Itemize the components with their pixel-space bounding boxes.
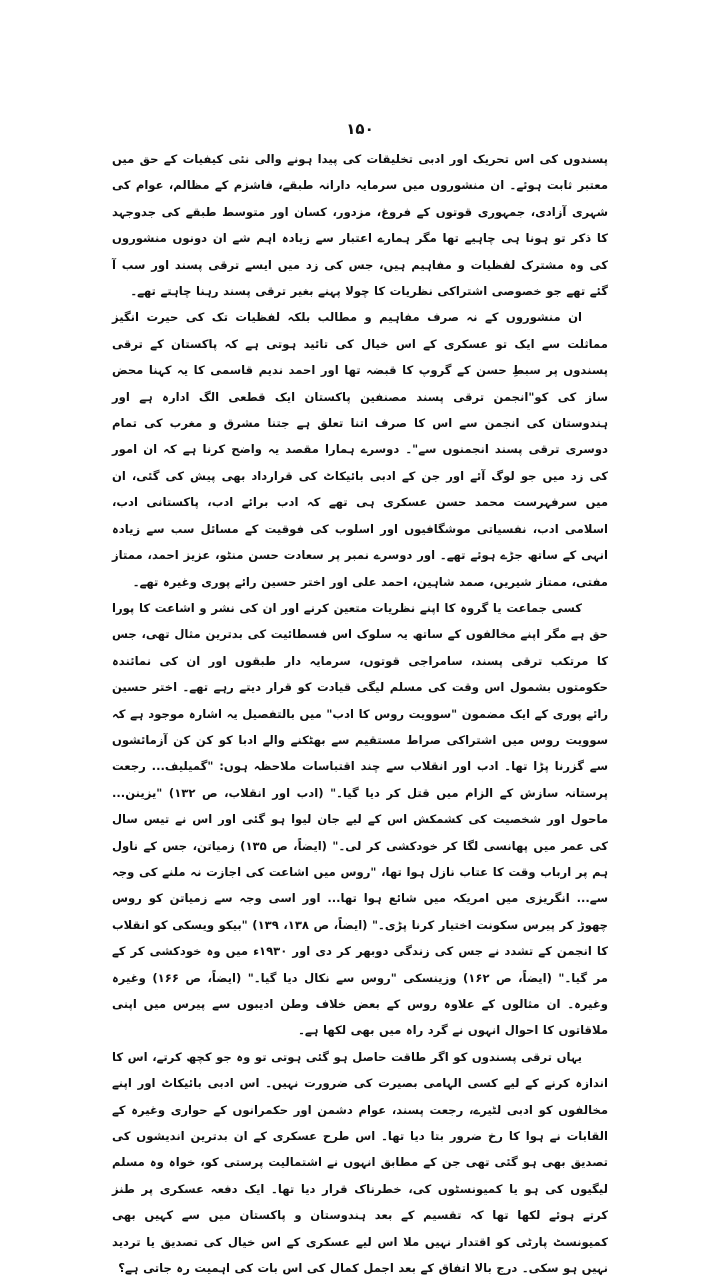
body-text	[112, 146, 608, 1281]
paragraph-3: کسی جماعت یا گروہ کا اپنے نظریات متعین کرنے اور ان کی نشر و اشاعت کا پورا حق ہے مگر اپنے مخالفوں کے ساتھ یہ سلوک اس فسطائیت کی بدترین مثال تھی، جس کا مرتکب ترقی پسند، سامراجی قوتوں، سرمایہ دار طبقوں اور ان کی نمائندہ حکومتوں بشمول اس وقت کی مسلم لیگی قیادت کو قرار دیتے رہے تھے۔ اختر حسین رائے پوری کے ایک مضمون "سوویت روس کا ادب" میں بالتفصیل یہ اشارہ موجود ہے کہ سوویت روس میں اشتراکی صراط مستقیم سے بھٹکنے والے ادبا کو کن کن آزمائشوں سے گزرنا پڑا تھا۔ ادب اور انقلاب سے چند اقتباسات ملاحظہ ہوں: "گمیلیف... رجعت پرستانہ سازش کے الزام میں قتل کر دیا گیا۔" (ادب اور انقلاب، ص ۱۳۲) "یزینن... ماحول اور شخصیت کی کشمکش اس کے لیے جان لیوا ہو گئی اور اس نے تیس سال کی عمر میں پھانسی لگا کر خودکشی کر لی۔" (ایضاً، ص ۱۳۵) زمیاتن، جس کے ناول ہم پر ارباب وقت کا عتاب نازل ہوا تھا، "روس میں اشاعت کی اجازت نہ ملنے کی وجہ سے... انگریزی میں امریکہ میں شائع ہوا تھا... اور اسی وجہ سے زمیاتن کو روس چھوڑ کر پیرس سکونت اختیار کرنا پڑی۔" (ایضاً، ص ۱۳۸، ۱۳۹) "بیکو ویسکی کو انقلاب کا انجمن کے تشدد نے جس کی زندگی دوبھر کر دی اور ۱۹۳۰ء میں وہ خودکشی کر کے مر گیا۔" (ایضاً، ص ۱۶۲) وزینسکی "روس سے نکال دیا گیا۔" (ایضاً، ص ۱۶۶) وغیرہ وغیرہ۔ ان مثالوں کے علاوہ روس کے بعض خلاف وطن ادیبوں سے پیرس میں اپنی ملاقاتوں کا احوال انہوں نے گرد راہ میں بھی لکھا ہے۔	[112, 600, 609, 1038]
page-number: ۱۵۰	[346, 120, 374, 138]
paragraph-4: یہاں ترقی پسندوں کو اگر طاقت حاصل ہو گئی ہوتی تو وہ جو کچھ کرتے، اس کا اندازہ کرنے کے لیے کسی الہامی بصیرت کی ضرورت نہیں۔ اس ادبی بائیکاٹ اور اپنے مخالفوں کو ادبی لٹیرے، رجعت پسند، عوام دشمن اور حکمرانوں کے حواری وغیرہ کے القابات نے ہوا کا رخ ضرور بتا دیا تھا۔ اس طرح عسکری کے ان بدترین اندیشوں کی تصدیق بھی ہو گئی تھی جن کے مطابق انہوں نے اشتمالیت پرستی کو، خواہ وہ مسلم لیگیوں کی ہو یا کمیونسٹوں کی، خطرناک قرار دیا تھا۔ ایک دفعہ عسکری پر طنز کرتے ہوئے لکھا تھا کہ تقسیم کے بعد ہندوستان و پاکستان میں سے کہیں بھی کمیونسٹ پارٹی کو اقتدار نہیں ملا اس لیے عسکری کے اس خیال کی تصدیق یا تردید نہیں ہو سکی۔ درج بالا اتفاق کے بعد اجمل کمال کی اس بات کی اہمیت رہ جاتی ہے؟	[112, 1049, 608, 1276]
paragraph-2: ان منشوروں کے نہ صرف مفاہیم و مطالب بلکہ لفظیات تک کی حیرت انگیز مماثلت سے ایک تو عسکری کے اس خیال کی تائید ہوتی ہے کہ پاکستان کے ترقی پسندوں پر سبطِ حسن کے گروپ کا قبضہ تھا اور احمد ندیم قاسمی کا یہ کہنا محض ساز کی کو"انجمن ترقی پسند مصنفین پاکستان ایک قطعی الگ ادارہ ہے اور ہندوستان کی انجمن سے اس کا صرف اتنا تعلق ہے جتنا مشرق و مغرب کی تمام دوسری ترقی پسند انجمنوں سے"۔ دوسرے ہمارا مقصد یہ واضح کرنا ہے کہ ان امور کی زد میں جو لوگ آئے اور جن کے ادبی بائیکاٹ کی قرارداد بھی پیش کی گئی، ان میں سرفہرست محمد حسن عسکری ہی تھے کہ ادب برائے ادب، پاکستانی ادب، اسلامی ادب، نفسیاتی موشگافیوں اور اسلوب کی فوقیت کے مسائل سب سے زیادہ انہی کے ساتھ جڑے ہوئے تھے۔ اور دوسرے نمبر پر سعادت حسن منٹو، عزیز احمد، ممتاز مفتی، ممتاز شیریں، صمد شاہین، احمد علی اور اختر حسین رائے پوری وغیرہ تھے۔	[112, 310, 608, 589]
paragraph-1: پسندوں کی اس تحریک اور ادبی تخلیقات کی پیدا ہونے والی نئی کیفیات کے حق میں معتبر ثابت ہوئے۔ ان منشوروں میں سرمایہ دارانہ طبقے، فاشزم کے مظالم، عوام کی شہری آزادی، جمہوری قوتوں کے فروغ، مزدور، کسان اور متوسط طبقے کی جدوجہد کا ذکر تو ہونا ہی چاہیے تھا مگر ہمارے اعتبار سے زیادہ اہم شے ان دونوں منشوروں کی وہ مشترک لفظیات و مفاہیم ہیں، جس کی زد میں ایسے ترقی پسند اور سب آ گئے تھے جو خصوصی اشتراکی نظریات کا چولا پہنے بغیر ترقی پسند رہنا چاہتے تھے۔	[112, 152, 608, 299]
